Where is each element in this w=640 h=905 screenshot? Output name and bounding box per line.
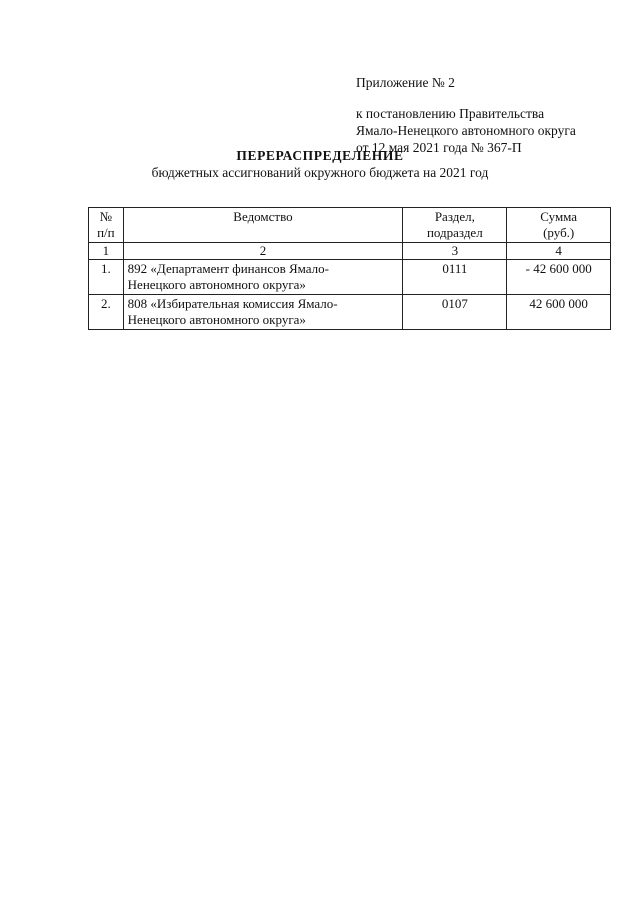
row-num: 1. — [89, 260, 124, 295]
row-section: 0111 — [403, 260, 507, 295]
header-dept: Ведомство — [123, 208, 403, 243]
document-title — [0, 148, 640, 182]
row-dept: 808 «Избирательная комиссия Ямало- Ненецкого автономного округа» — [123, 295, 403, 330]
annex-number: Приложение № 2 — [356, 75, 455, 90]
header-sum: Сумма (руб.) — [507, 208, 611, 243]
column-number: 1 — [89, 243, 124, 260]
column-number: 2 — [123, 243, 403, 260]
table-row — [89, 295, 611, 330]
column-number: 3 — [403, 243, 507, 260]
table-header-row — [89, 208, 611, 243]
row-dept: 892 «Департамент финансов Ямало- Ненецкого автономного округа» — [123, 260, 403, 295]
row-num: 2. — [89, 295, 124, 330]
row-section: 0107 — [403, 295, 507, 330]
table-row — [89, 260, 611, 295]
redistribution-table — [88, 207, 611, 330]
header-num: № п/п — [89, 208, 124, 243]
annex-reference-date: от 12 мая 2021 года № 367-П — [356, 140, 522, 155]
annex-reference-line: Ямало-Ненецкого автономного округа — [356, 123, 576, 138]
annex-reference-line: к постановлению Правительства — [356, 106, 545, 121]
annex-block — [356, 74, 576, 156]
title-subtitle: бюджетных ассигнований окружного бюджета на 2021 год — [151, 165, 489, 180]
row-sum: 42 600 000 — [507, 295, 611, 330]
title-heading: ПЕРЕРАСПРЕДЕЛЕНИЕ — [236, 148, 404, 163]
header-section: Раздел, подраздел — [403, 208, 507, 243]
row-sum: - 42 600 000 — [507, 260, 611, 295]
column-number-row — [89, 243, 611, 260]
column-number: 4 — [507, 243, 611, 260]
